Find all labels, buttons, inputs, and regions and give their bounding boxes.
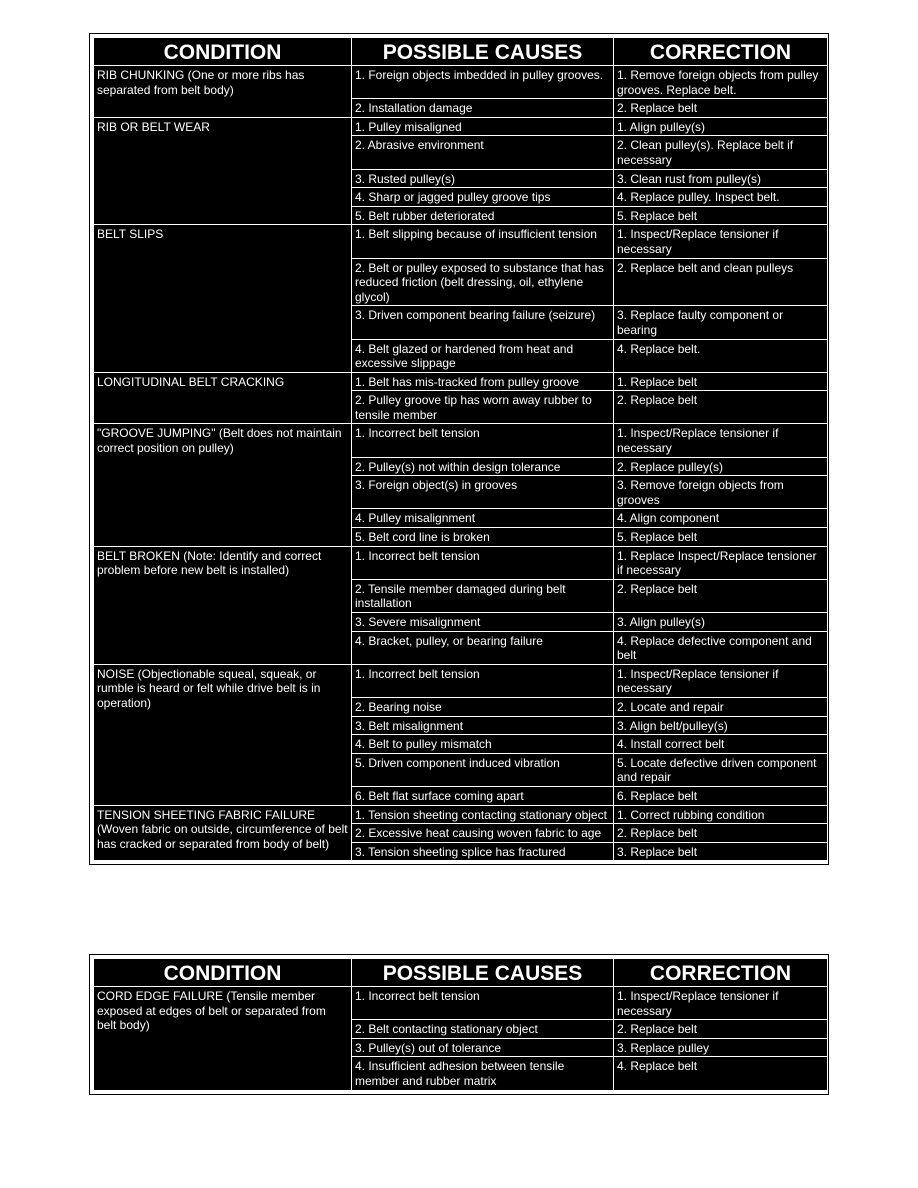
header-row: [94, 959, 828, 987]
correction-cell: 5. Replace belt: [614, 528, 828, 547]
correction-cell: 2. Replace belt and clean pulleys: [614, 258, 828, 306]
cause-cell: 3. Rusted pulley(s): [352, 169, 614, 188]
correction-cell: 4. Replace defective component and belt: [614, 631, 828, 664]
cause-cell: 2. Bearing noise: [352, 697, 614, 716]
cause-cell: 3. Tension sheeting splice has fractured: [352, 842, 614, 861]
cause-cell: 3. Driven component bearing failure (seizure): [352, 306, 614, 339]
correction-cell: 3. Replace pulley: [614, 1038, 828, 1057]
correction-cell: 1. Remove foreign objects from pulley grooves. Replace belt.: [614, 66, 828, 99]
cause-cell: 1. Belt slipping because of insufficient tension: [352, 225, 614, 258]
correction-cell: 2. Replace belt: [614, 99, 828, 118]
correction-cell: 2. Replace pulley(s): [614, 457, 828, 476]
cause-cell: 4. Belt glazed or hardened from heat and excessive slippage: [352, 339, 614, 372]
correction-cell: 1. Correct rubbing condition: [614, 805, 828, 824]
correction-cell: 1. Replace belt: [614, 372, 828, 391]
cause-cell: 4. Sharp or jagged pulley groove tips: [352, 188, 614, 207]
cause-cell: 3. Severe misalignment: [352, 613, 614, 632]
header-correction: CORRECTION: [614, 38, 828, 66]
correction-cell: 3. Align pulley(s): [614, 613, 828, 632]
cause-cell: 2. Pulley groove tip has worn away rubber to tensile member: [352, 391, 614, 424]
diagnosis-table-2: [89, 954, 829, 1095]
correction-cell: 1. Align pulley(s): [614, 117, 828, 136]
correction-cell: 6. Replace belt: [614, 786, 828, 805]
cause-cell: 5. Belt rubber deteriorated: [352, 206, 614, 225]
table-row: [94, 424, 828, 457]
correction-cell: 1. Inspect/Replace tensioner if necessary: [614, 225, 828, 258]
cause-cell: 1. Pulley misaligned: [352, 117, 614, 136]
correction-cell: 3. Replace belt: [614, 842, 828, 861]
correction-cell: 2. Replace belt: [614, 391, 828, 424]
cause-cell: 2. Excessive heat causing woven fabric to age: [352, 824, 614, 843]
correction-cell: 3. Remove foreign objects from grooves: [614, 476, 828, 509]
cause-cell: 3. Foreign object(s) in grooves: [352, 476, 614, 509]
cause-cell: 2. Belt or pulley exposed to substance that has reduced friction (belt dressing, oil, ethylene glycol): [352, 258, 614, 306]
correction-cell: 2. Locate and repair: [614, 697, 828, 716]
table-row: [94, 987, 828, 1020]
correction-cell: 2. Replace belt: [614, 579, 828, 612]
cause-cell: 1. Tension sheeting contacting stationary object: [352, 805, 614, 824]
cause-cell: 2. Belt contacting stationary object: [352, 1020, 614, 1039]
correction-cell: 1. Inspect/Replace tensioner if necessary: [614, 424, 828, 457]
condition-cell: BELT SLIPS: [94, 225, 352, 372]
diagnosis-table-1: [89, 33, 829, 865]
condition-cell: CORD EDGE FAILURE (Tensile member exposed at edges of belt or separated from belt body): [94, 987, 352, 1091]
correction-cell: 3. Replace faulty component or bearing: [614, 306, 828, 339]
condition-cell: TENSION SHEETING FABRIC FAILURE (Woven fabric on outside, circumference of belt has cracked or separated from body of belt): [94, 805, 352, 861]
condition-cell: "GROOVE JUMPING" (Belt does not maintain correct position on pulley): [94, 424, 352, 546]
condition-cell: LONGITUDINAL BELT CRACKING: [94, 372, 352, 424]
cause-cell: 5. Belt cord line is broken: [352, 528, 614, 547]
table-row: [94, 225, 828, 258]
header-possible-causes: POSSIBLE CAUSES: [352, 38, 614, 66]
cause-cell: 1. Belt has mis-tracked from pulley groove: [352, 372, 614, 391]
cause-cell: 5. Driven component induced vibration: [352, 753, 614, 786]
header-condition: CONDITION: [94, 38, 352, 66]
correction-cell: 2. Replace belt: [614, 824, 828, 843]
correction-cell: 1. Inspect/Replace tensioner if necessary: [614, 664, 828, 697]
correction-cell: 2. Clean pulley(s). Replace belt if necessary: [614, 136, 828, 169]
table-body: [94, 66, 828, 861]
cause-cell: 1. Incorrect belt tension: [352, 987, 614, 1020]
table-row: [94, 117, 828, 136]
condition-cell: RIB OR BELT WEAR: [94, 117, 352, 225]
cause-cell: 3. Belt misalignment: [352, 716, 614, 735]
cause-cell: 2. Installation damage: [352, 99, 614, 118]
cause-cell: 1. Foreign objects imbedded in pulley grooves.: [352, 66, 614, 99]
cause-cell: 4. Pulley misalignment: [352, 509, 614, 528]
cause-cell: 1. Incorrect belt tension: [352, 664, 614, 697]
table-row: [94, 372, 828, 391]
correction-cell: 3. Clean rust from pulley(s): [614, 169, 828, 188]
header-correction: CORRECTION: [614, 959, 828, 987]
condition-cell: BELT BROKEN (Note: Identify and correct problem before new belt is installed): [94, 546, 352, 664]
table-row: [94, 664, 828, 697]
table-row: [94, 66, 828, 99]
diagnosis-table: [93, 37, 828, 861]
cause-cell: 3. Pulley(s) out of tolerance: [352, 1038, 614, 1057]
table-body: [94, 987, 828, 1091]
correction-cell: 1. Inspect/Replace tensioner if necessary: [614, 987, 828, 1020]
condition-cell: NOISE (Objectionable squeal, squeak, or rumble is heard or felt while drive belt is in operation): [94, 664, 352, 805]
cause-cell: 4. Insufficient adhesion between tensile member and rubber matrix: [352, 1057, 614, 1090]
correction-cell: 4. Replace belt: [614, 1057, 828, 1090]
correction-cell: 4. Replace belt.: [614, 339, 828, 372]
header-row: [94, 38, 828, 66]
correction-cell: 4. Replace pulley. Inspect belt.: [614, 188, 828, 207]
header-condition: CONDITION: [94, 959, 352, 987]
correction-cell: 3. Align belt/pulley(s): [614, 716, 828, 735]
header-possible-causes: POSSIBLE CAUSES: [352, 959, 614, 987]
correction-cell: 4. Install correct belt: [614, 735, 828, 754]
correction-cell: 5. Locate defective driven component and repair: [614, 753, 828, 786]
correction-cell: 1. Replace Inspect/Replace tensioner if necessary: [614, 546, 828, 579]
diagnosis-table: [93, 958, 828, 1091]
cause-cell: 4. Belt to pulley mismatch: [352, 735, 614, 754]
cause-cell: 1. Incorrect belt tension: [352, 546, 614, 579]
cause-cell: 2. Tensile member damaged during belt installation: [352, 579, 614, 612]
table-row: [94, 546, 828, 579]
correction-cell: 2. Replace belt: [614, 1020, 828, 1039]
cause-cell: 6. Belt flat surface coming apart: [352, 786, 614, 805]
cause-cell: 2. Pulley(s) not within design tolerance: [352, 457, 614, 476]
cause-cell: 4. Bracket, pulley, or bearing failure: [352, 631, 614, 664]
correction-cell: 4. Align component: [614, 509, 828, 528]
table-row: [94, 805, 828, 824]
cause-cell: 2. Abrasive environment: [352, 136, 614, 169]
correction-cell: 5. Replace belt: [614, 206, 828, 225]
condition-cell: RIB CHUNKING (One or more ribs has separated from belt body): [94, 66, 352, 118]
cause-cell: 1. Incorrect belt tension: [352, 424, 614, 457]
